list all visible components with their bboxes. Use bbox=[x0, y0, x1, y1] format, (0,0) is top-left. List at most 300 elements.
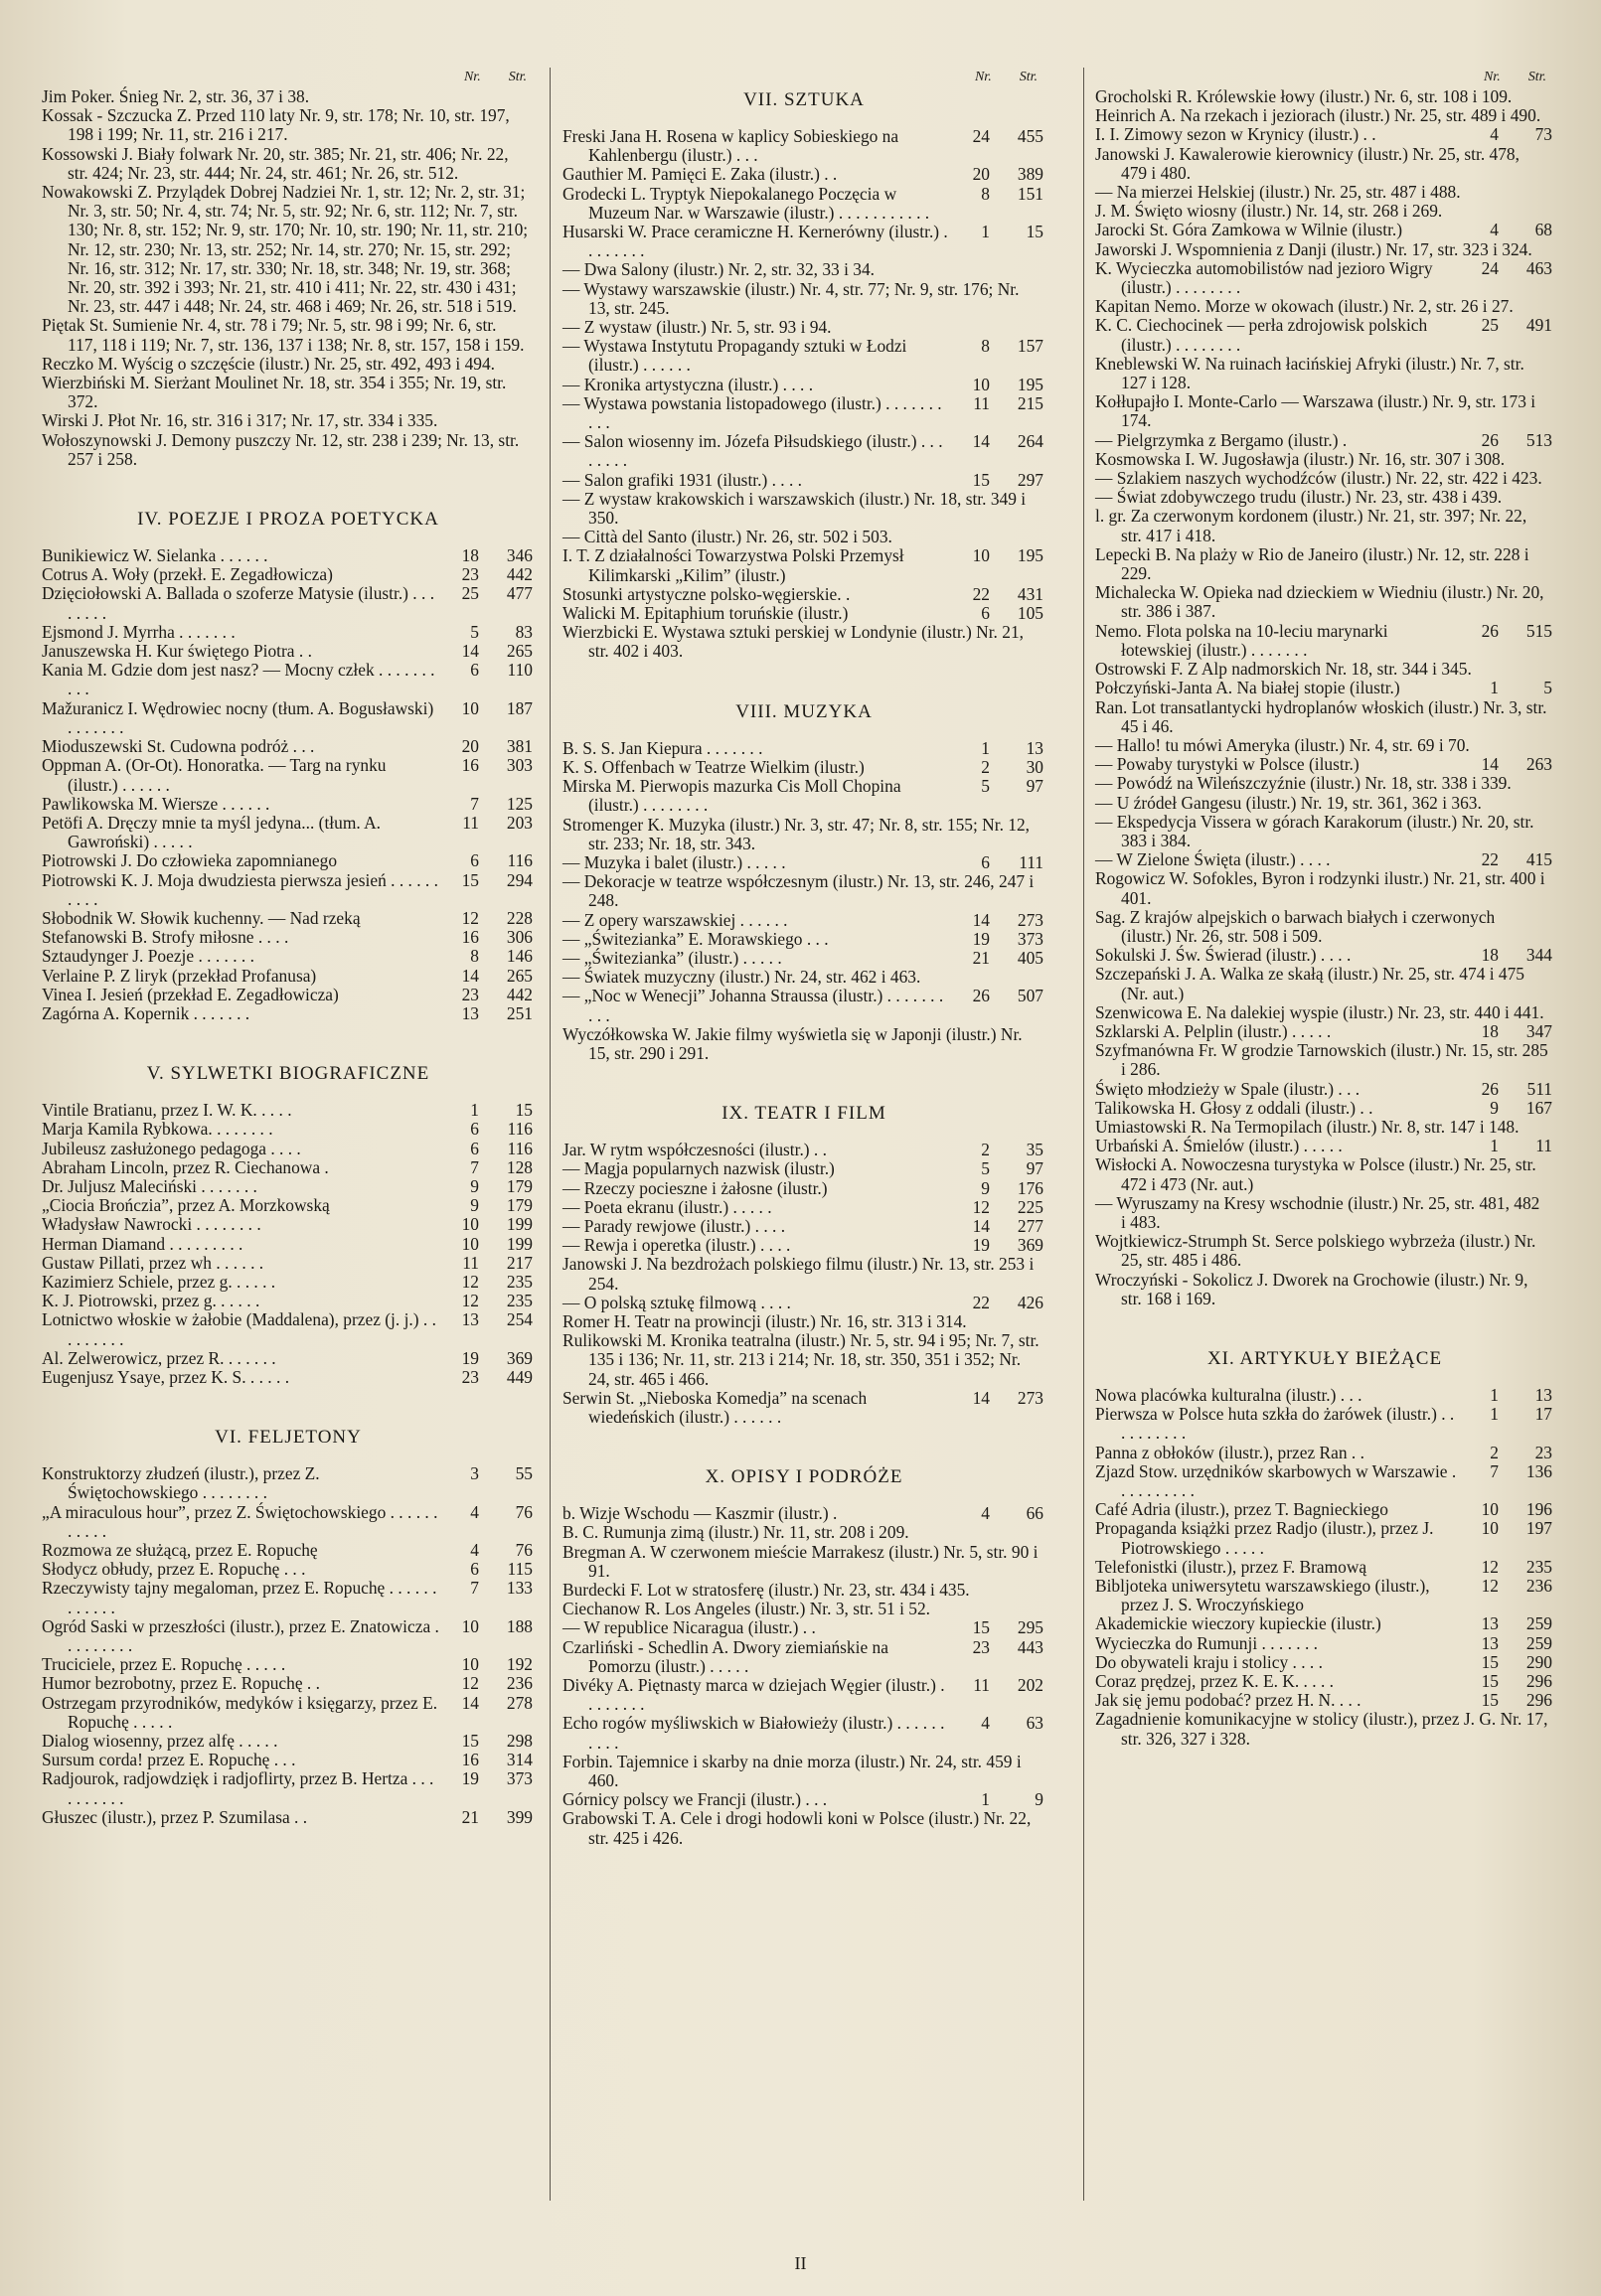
entry-issue-number: 20 bbox=[972, 164, 990, 185]
index-entry bbox=[1095, 774, 1554, 793]
index-entry bbox=[1095, 1099, 1554, 1118]
entry-issue-number: 23 bbox=[972, 1636, 990, 1657]
entry-page-number: 463 bbox=[1525, 257, 1552, 278]
entry-page-number: 306 bbox=[506, 927, 533, 948]
entry-issue-number: 4 bbox=[981, 1503, 990, 1524]
index-entry bbox=[42, 661, 535, 698]
entry-issue-number: 15 bbox=[1481, 1671, 1499, 1692]
entry-text: Umiastowski R. Na Termopilach (ilustr.) Nr. 8, str. 147 i 148. bbox=[1095, 1116, 1520, 1137]
entry-issue-number: 9 bbox=[470, 1195, 479, 1216]
entry-text: Grabowski T. A. Cele i drogi hodowli koni w Polsce (ilustr.) Nr. 22, str. 425 i 426. bbox=[562, 1808, 1032, 1848]
entry-page-number: 381 bbox=[506, 736, 533, 757]
entry-issue-number: 1 bbox=[981, 222, 990, 242]
entry-issue-number: 15 bbox=[972, 469, 990, 490]
entry-text: Akademickie wieczory kupieckie (ilustr.) bbox=[1095, 1613, 1381, 1634]
entry-issue-number: 12 bbox=[461, 1291, 479, 1311]
entry-issue-number: 6 bbox=[470, 660, 479, 681]
entry-page-number: 442 bbox=[506, 564, 533, 585]
entry-text: Bregman A. W czerwonem mieście Marrakesz (ilustr.) Nr. 5, str. 90 i 91. bbox=[562, 1541, 1039, 1581]
entry-text: — Światek muzyczny (ilustr.) Nr. 24, str. 462 i 463. bbox=[562, 967, 921, 988]
index-entry bbox=[42, 316, 535, 354]
entry-issue-number: 13 bbox=[1481, 1632, 1499, 1653]
entry-text: — Rewja i operetka (ilustr.) . . . . bbox=[562, 1235, 791, 1256]
entry-text: Petöfi A. Dręczy mnie ta myśl jedyna... (tłum. A. Gawroński) . . . . . bbox=[42, 812, 381, 852]
entry-page-number: 295 bbox=[1017, 1617, 1043, 1638]
entry-page-number: 303 bbox=[506, 755, 533, 776]
entry-issue-number: 14 bbox=[461, 641, 479, 662]
index-entry bbox=[42, 1617, 535, 1655]
entry-issue-number: 13 bbox=[461, 1309, 479, 1330]
section-title: V. SYLWETKI BIOGRAFICZNE bbox=[146, 1063, 430, 1085]
entry-page-number: 157 bbox=[1017, 336, 1043, 357]
entry-text: — W republice Nicaragua (ilustr.) . . bbox=[562, 1617, 816, 1638]
entry-text: Bunikiewicz W. Sielanka . . . . . . bbox=[42, 545, 268, 566]
entry-text: Dialog wiosenny, przez alfę . . . . . bbox=[42, 1731, 278, 1752]
entry-text: Piętak St. Sumienie Nr. 4, str. 78 i 79; Nr. 5, str. 98 i 99; Nr. 6, str. 117, 118 i 119; Nr. 7, str. 136, 137 i 138; Nr. 8, str. 157, 158 i 159. bbox=[42, 315, 525, 355]
entry-issue-number: 7 bbox=[470, 1156, 479, 1177]
index-entry bbox=[42, 1215, 535, 1234]
index-entry bbox=[1095, 794, 1554, 813]
entry-page-number: 477 bbox=[506, 583, 533, 604]
entry-issue-number: 6 bbox=[470, 1559, 479, 1580]
entry-page-number: 373 bbox=[1017, 928, 1043, 949]
entry-text: Kosmowska I. W. Jugosławja (ilustr.) Nr. 16, str. 307 i 308. bbox=[1095, 448, 1506, 469]
index-entry bbox=[562, 1638, 1045, 1676]
section-title: VII. SZTUKA bbox=[743, 89, 865, 110]
entry-text: Nowa placówka kulturalna (ilustr.) . . . bbox=[1095, 1385, 1362, 1405]
entry-issue-number: 4 bbox=[470, 1540, 479, 1560]
entry-text: Słobodnik W. Słowik kuchenny. — Nad rzeką bbox=[42, 907, 361, 928]
index-entry bbox=[562, 1255, 1045, 1293]
entry-page-number: 297 bbox=[1017, 469, 1043, 490]
index-entry bbox=[42, 1310, 535, 1348]
index-entry bbox=[42, 1158, 535, 1177]
index-entry bbox=[42, 967, 535, 986]
index-entry bbox=[42, 623, 535, 642]
entry-page-number: 431 bbox=[1017, 583, 1043, 604]
index-entry bbox=[562, 490, 1045, 528]
entry-text: Mažuranicz I. Wędrowiec nocny (tłum. A. Bogusławski) . . . . . . . bbox=[42, 697, 434, 737]
entry-text: Wyczółkowska W. Jakie filmy wyświetla się w Japonji (ilustr.) Nr. 15, str. 290 i 291. bbox=[562, 1023, 1023, 1063]
entry-text: Jak się jemu podobać? przez H. N. . . . bbox=[1095, 1690, 1361, 1711]
entry-issue-number: 19 bbox=[972, 1235, 990, 1256]
entry-issue-number: 12 bbox=[461, 1673, 479, 1694]
entry-issue-number: 1 bbox=[1490, 678, 1499, 698]
entry-issue-number: 13 bbox=[461, 1002, 479, 1023]
section-title: VIII. MUZYKA bbox=[735, 700, 873, 722]
entry-issue-number: 19 bbox=[972, 928, 990, 949]
entry-issue-number: 23 bbox=[461, 564, 479, 585]
entry-issue-number: 23 bbox=[461, 1366, 479, 1387]
entry-page-number: 278 bbox=[506, 1692, 533, 1713]
entry-text: — Wystawy warszawskie (ilustr.) Nr. 4, str. 77; Nr. 9, str. 176; Nr. 13, str. 245. bbox=[562, 278, 1020, 318]
index-entry bbox=[42, 1503, 535, 1541]
entry-text: Rozmowa ze służącą, przez E. Ropuchę bbox=[42, 1540, 318, 1560]
nr-heading: Nr. bbox=[463, 70, 481, 84]
entry-text: Święto młodzieży w Spale (ilustr.) . . . bbox=[1095, 1078, 1361, 1099]
entry-text: Zagadnienie komunikacyjne w stolicy (ilustr.), przez J. G. Nr. 17, str. 326, 327 i 328. bbox=[1095, 1709, 1548, 1749]
entry-text: — „Noc w Wenecji” Johanna Straussa (ilustr.) . . . . . . . . . . bbox=[562, 986, 944, 1025]
entry-page-number: 294 bbox=[506, 869, 533, 890]
entry-page-number: 399 bbox=[506, 1806, 533, 1827]
str-heading: Str. bbox=[1019, 70, 1038, 84]
index-entry bbox=[562, 1312, 1045, 1331]
entry-text: J. M. Święto wiosny (ilustr.) Nr. 14, str. 268 i 269. bbox=[1095, 201, 1443, 222]
entry-issue-number: 26 bbox=[1481, 620, 1499, 641]
index-entry bbox=[1095, 869, 1554, 907]
index-entry bbox=[562, 1331, 1045, 1389]
entry-page-number: 97 bbox=[1026, 1158, 1043, 1179]
entry-issue-number: 7 bbox=[470, 1578, 479, 1599]
index-entry bbox=[42, 1769, 535, 1807]
entry-page-number: 235 bbox=[506, 1291, 533, 1311]
index-entry bbox=[42, 1349, 535, 1368]
entry-issue-number: 10 bbox=[461, 1233, 479, 1254]
entry-page-number: 273 bbox=[1017, 909, 1043, 930]
entry-issue-number: 11 bbox=[462, 1252, 479, 1273]
entry-text: — Parady rewjowe (ilustr.) . . . . bbox=[562, 1215, 786, 1236]
index-entry bbox=[42, 1004, 535, 1023]
entry-issue-number: 6 bbox=[470, 850, 479, 871]
entry-text: Rogowicz W. Sofokles, Byron i rodzynki ilustr.) Nr. 21, str. 400 i 401. bbox=[1095, 868, 1545, 908]
index-entry bbox=[562, 623, 1045, 661]
index-entry bbox=[1095, 1155, 1554, 1193]
index-entry bbox=[42, 106, 535, 144]
entry-text: — Dwa Salony (ilustr.) Nr. 2, str. 32, 33 i 34. bbox=[562, 259, 875, 280]
entry-text: — Salon wiosenny im. Józefa Piłsudskiego (ilustr.) . . . . . . . . bbox=[562, 431, 943, 471]
entry-text: K. S. Offenbach w Teatrze Wielkim (ilustr.) bbox=[562, 756, 865, 777]
index-entry bbox=[1095, 1444, 1554, 1462]
nr-heading: Nr. bbox=[974, 70, 992, 84]
entry-page-number: 442 bbox=[506, 984, 533, 1004]
entry-text: K. J. Piotrowski, przez g. . . . . . bbox=[42, 1291, 260, 1311]
entry-page-number: 179 bbox=[506, 1195, 533, 1216]
index-entry bbox=[42, 1120, 535, 1139]
index-entry bbox=[1095, 850, 1554, 869]
entry-text: Oppman A. (Or-Ot). Honoratka. — Targ na rynku (ilustr.) . . . . . . bbox=[42, 755, 387, 795]
entry-text: Szklarski A. Pelplin (ilustr.) . . . . . bbox=[1095, 1020, 1332, 1041]
entry-issue-number: 9 bbox=[470, 1175, 479, 1196]
entry-text: Coraz prędzej, przez K. E. K. . . . . bbox=[1095, 1671, 1334, 1692]
entry-text: — Salon grafiki 1931 (ilustr.) . . . . bbox=[562, 469, 803, 490]
column-header bbox=[562, 70, 1045, 85]
index-entry bbox=[1095, 1386, 1554, 1405]
index-entry bbox=[562, 739, 1045, 758]
index-entry bbox=[1095, 583, 1554, 621]
entry-text: Divéky A. Piętnasty marca w dziejach Węgier (ilustr.) . . . . . . . . bbox=[562, 1675, 945, 1715]
index-entry bbox=[562, 1294, 1045, 1312]
entry-issue-number: 5 bbox=[981, 1158, 990, 1179]
index-entry bbox=[562, 432, 1045, 470]
entry-issue-number: 9 bbox=[981, 1177, 990, 1198]
entry-page-number: 202 bbox=[1017, 1675, 1043, 1696]
entry-page-number: 235 bbox=[506, 1271, 533, 1292]
entry-issue-number: 16 bbox=[461, 1750, 479, 1770]
column-header bbox=[42, 70, 535, 85]
entry-text: Do obywateli kraju i stolicy . . . . bbox=[1095, 1651, 1323, 1672]
entry-issue-number: 14 bbox=[972, 431, 990, 452]
entry-text: — Rzeczy pocieszne i żałosne (ilustr.) bbox=[562, 1177, 828, 1198]
entry-text: Echo rogów myśliwskich w Białowieży (ilustr.) . . . . . . . . . . bbox=[562, 1713, 945, 1753]
entry-page-number: 188 bbox=[506, 1615, 533, 1636]
entry-text: I. I. Zimowy sezon w Krynicy (ilustr.) . . bbox=[1095, 124, 1376, 145]
index-entry bbox=[562, 1600, 1045, 1618]
entry-issue-number: 12 bbox=[461, 1271, 479, 1292]
entry-page-number: 290 bbox=[1525, 1651, 1552, 1672]
entry-text: Szczepański J. A. Walka ze skałą (ilustr.) Nr. 25, str. 474 i 475 (Nr. aut.) bbox=[1095, 964, 1525, 1003]
str-heading: Str. bbox=[508, 70, 527, 84]
index-entry bbox=[1095, 1519, 1554, 1557]
index-entry bbox=[42, 1674, 535, 1693]
index-entry bbox=[1095, 125, 1554, 144]
index-entry bbox=[42, 1464, 535, 1502]
entry-text: — Ekspedycja Vissera w górach Karakorum (ilustr.) Nr. 20, str. 383 i 384. bbox=[1095, 811, 1534, 850]
entry-issue-number: 1 bbox=[470, 1100, 479, 1121]
entry-page-number: 55 bbox=[515, 1463, 533, 1484]
entry-issue-number: 10 bbox=[1481, 1518, 1499, 1539]
entry-text: Forbin. Tajemnice i skarby na dnie morza (ilustr.) Nr. 24, str. 459 i 460. bbox=[562, 1751, 1022, 1791]
entry-text: Urbański A. Śmielów (ilustr.) . . . . . bbox=[1095, 1136, 1343, 1156]
entry-page-number: 15 bbox=[1026, 222, 1043, 242]
entry-text: Janowski J. Na bezdrożach polskiego filmu (ilustr.) Nr. 13, str. 253 i 254. bbox=[562, 1254, 1035, 1294]
index-entry bbox=[1095, 1653, 1554, 1672]
entry-page-number: 105 bbox=[1017, 603, 1043, 624]
index-entry bbox=[1095, 1022, 1554, 1041]
entry-text: Jaworski J. Wspomnienia z Danji (ilustr.) Nr. 17, str. 323 i 324. bbox=[1095, 238, 1532, 259]
index-entry bbox=[42, 1560, 535, 1579]
entry-page-number: 97 bbox=[1026, 776, 1043, 797]
entry-text: Kazimierz Schiele, przez g. . . . . . bbox=[42, 1271, 276, 1292]
entry-text: Czarliński - Schedlin A. Dwory ziemiańskie na Pomorzu (ilustr.) . . . . . bbox=[562, 1636, 888, 1676]
index-entry bbox=[562, 546, 1045, 584]
entry-page-number: 13 bbox=[1026, 737, 1043, 758]
index-entry bbox=[562, 260, 1045, 279]
entry-issue-number: 14 bbox=[972, 1387, 990, 1408]
index-entry bbox=[42, 699, 535, 737]
index-entry bbox=[42, 584, 535, 622]
index-entry bbox=[42, 1751, 535, 1769]
index-entry bbox=[562, 528, 1045, 546]
entry-text: — Szlakiem naszych wychodźców (ilustr.) Nr. 22, str. 422 i 423. bbox=[1095, 468, 1542, 489]
entry-text: Lepecki B. Na plaży w Rio de Janeiro (ilustr.) Nr. 12, str. 228 i 229. bbox=[1095, 543, 1529, 584]
entry-text: Al. Zelwerowicz, przez R. . . . . . . bbox=[42, 1347, 276, 1368]
entry-text: Zjazd Stow. urzędników skarbowych w Warszawie . . . . . . . . . . bbox=[1095, 1460, 1457, 1501]
entry-text: Piotrowski K. J. Moja dwudziesta pierwsza jesień . . . . . . . . . . bbox=[42, 869, 438, 909]
entry-page-number: 128 bbox=[506, 1156, 533, 1177]
index-entry bbox=[562, 1523, 1045, 1542]
index-entry bbox=[562, 816, 1045, 853]
entry-text: Jim Poker. Śnieg Nr. 2, str. 36, 37 i 38. bbox=[42, 86, 310, 106]
entry-text: Kossowski J. Biały folwark Nr. 20, str. 385; Nr. 21, str. 406; Nr. 22, str. 424; Nr. 23, str. 444; Nr. 24, str. 461; Nr. 26, str. 512. bbox=[42, 143, 509, 183]
entry-page-number: 215 bbox=[1017, 392, 1043, 413]
entry-text: — Poeta ekranu (ilustr.) . . . . . bbox=[562, 1196, 772, 1217]
entry-page-number: 197 bbox=[1525, 1518, 1552, 1539]
index-entry bbox=[42, 1579, 535, 1616]
index-entry bbox=[562, 872, 1045, 910]
index-entry bbox=[562, 1159, 1045, 1178]
entry-page-number: 426 bbox=[1017, 1292, 1043, 1312]
entry-issue-number: 8 bbox=[470, 946, 479, 967]
index-entry bbox=[562, 1504, 1045, 1523]
index-entry bbox=[1095, 1137, 1554, 1155]
entry-page-number: 347 bbox=[1525, 1020, 1552, 1041]
entry-page-number: 415 bbox=[1525, 849, 1552, 870]
entry-page-number: 133 bbox=[506, 1578, 533, 1599]
entry-page-number: 199 bbox=[506, 1233, 533, 1254]
section-title: XI. ARTYKUŁY BIEŻĄCE bbox=[1206, 1348, 1443, 1369]
entry-text: Vinea I. Jesień (przekład E. Zegadłowicza) bbox=[42, 984, 339, 1004]
entry-page-number: 263 bbox=[1525, 754, 1552, 775]
entry-page-number: 83 bbox=[515, 621, 533, 642]
entry-page-number: 136 bbox=[1525, 1460, 1552, 1481]
entry-issue-number: 26 bbox=[1481, 429, 1499, 450]
index-entry bbox=[42, 411, 535, 430]
entry-text: Ostrowski F. Z Alp nadmorskich Nr. 18, str. 344 i 345. bbox=[1095, 659, 1472, 680]
index-entry bbox=[562, 165, 1045, 184]
index-entry bbox=[42, 87, 535, 106]
entry-issue-number: 6 bbox=[981, 603, 990, 624]
entry-issue-number: 10 bbox=[461, 1615, 479, 1636]
entry-page-number: 116 bbox=[507, 1138, 533, 1158]
entry-page-number: 217 bbox=[506, 1252, 533, 1273]
entry-text: Gustaw Pillati, przez wh . . . . . . bbox=[42, 1252, 264, 1273]
index-entry bbox=[562, 968, 1045, 987]
section-title: VI. FELJETONY bbox=[215, 1427, 362, 1449]
index-entry bbox=[42, 431, 535, 469]
entry-issue-number: 13 bbox=[1481, 1613, 1499, 1634]
entry-text: Dr. Juljusz Maleciński . . . . . . . bbox=[42, 1175, 257, 1196]
entry-page-number: 167 bbox=[1525, 1097, 1552, 1118]
entry-issue-number: 5 bbox=[470, 621, 479, 642]
entry-text: „Ciocia Brończia”, przez A. Morzkowską bbox=[42, 1195, 330, 1216]
entry-page-number: 507 bbox=[1017, 986, 1043, 1006]
entry-text: Talikowska H. Głosy z oddali (ilustr.) . . bbox=[1095, 1097, 1373, 1118]
entry-page-number: 17 bbox=[1534, 1404, 1552, 1425]
entry-issue-number: 23 bbox=[461, 984, 479, 1004]
entry-text: — Na mierzei Helskiej (ilustr.) Nr. 25, str. 487 i 488. bbox=[1095, 182, 1461, 203]
entry-page-number: 344 bbox=[1525, 945, 1552, 966]
entry-text: Sokulski J. Św. Świerad (ilustr.) . . . . bbox=[1095, 945, 1352, 966]
index-entry bbox=[562, 1025, 1045, 1063]
index-entry bbox=[562, 930, 1045, 949]
index-entry bbox=[1095, 1634, 1554, 1653]
index-column-1 bbox=[42, 70, 535, 2226]
entry-text: Rzeczywisty tajny megaloman, przez E. Ropuchę . . . . . . . . . . . . bbox=[42, 1578, 437, 1617]
column-header bbox=[1095, 70, 1554, 85]
entry-text: Propaganda książki przez Radjo (ilustr.), przez J. Piotrowskiego . . . . . bbox=[1095, 1518, 1434, 1558]
entry-text: Ciechanow R. Los Angeles (ilustr.) Nr. 3, str. 51 i 52. bbox=[562, 1599, 931, 1619]
entry-page-number: 111 bbox=[1019, 851, 1043, 872]
index-entry bbox=[562, 777, 1045, 815]
index-entry bbox=[42, 1368, 535, 1387]
index-entry bbox=[562, 1618, 1045, 1637]
entry-issue-number: 6 bbox=[470, 1138, 479, 1158]
index-entry bbox=[42, 546, 535, 565]
index-entry bbox=[42, 851, 535, 870]
entry-issue-number: 8 bbox=[981, 183, 990, 204]
entry-page-number: 76 bbox=[515, 1501, 533, 1522]
entry-page-number: 389 bbox=[1017, 164, 1043, 185]
entry-issue-number: 12 bbox=[972, 1196, 990, 1217]
entry-page-number: 125 bbox=[506, 793, 533, 814]
entry-issue-number: 15 bbox=[1481, 1690, 1499, 1711]
entry-text: Herman Diamand . . . . . . . . . bbox=[42, 1233, 243, 1254]
entry-issue-number: 11 bbox=[462, 812, 479, 833]
index-entry bbox=[1095, 1080, 1554, 1099]
entry-issue-number: 16 bbox=[461, 755, 479, 776]
index-entry bbox=[42, 1273, 535, 1292]
entry-text: — Z wystaw (ilustr.) Nr. 5, str. 93 i 94. bbox=[562, 317, 832, 338]
index-entry bbox=[42, 986, 535, 1004]
entry-page-number: 254 bbox=[506, 1309, 533, 1330]
entry-text: — Magja popularnych nazwisk (ilustr.) bbox=[562, 1158, 835, 1179]
entry-text: l. gr. Za czerwonym kordonem (ilustr.) Nr. 21, str. 397; Nr. 22, str. 417 i 418. bbox=[1095, 506, 1527, 545]
entry-page-number: 449 bbox=[506, 1366, 533, 1387]
entry-issue-number: 8 bbox=[981, 336, 990, 357]
entry-page-number: 225 bbox=[1017, 1196, 1043, 1217]
entry-page-number: 236 bbox=[1525, 1576, 1552, 1597]
entry-text: — Wyruszamy na Kresy wschodnie (ilustr.) Nr. 25, str. 481, 482 i 483. bbox=[1095, 1192, 1540, 1232]
entry-page-number: 68 bbox=[1534, 220, 1552, 240]
entry-text: Wierzbiński M. Sierżant Moulinet Nr. 18, str. 354 i 355; Nr. 19, str. 372. bbox=[42, 373, 507, 412]
index-entry bbox=[562, 1753, 1045, 1790]
entry-text: Głuszec (ilustr.), przez P. Szumilasa . . bbox=[42, 1806, 308, 1827]
entry-page-number: 146 bbox=[506, 946, 533, 967]
entry-page-number: 236 bbox=[506, 1673, 533, 1694]
index-entry bbox=[1095, 183, 1554, 202]
index-entry bbox=[42, 1196, 535, 1215]
entry-issue-number: 24 bbox=[1481, 257, 1499, 278]
index-entry bbox=[1095, 87, 1554, 106]
entry-text: Radjourok, radjowdzięk i radjoflirty, przez B. Hertza . . . . . . . . . . bbox=[42, 1768, 434, 1808]
entry-issue-number: 26 bbox=[1481, 1078, 1499, 1099]
index-entry bbox=[1095, 736, 1554, 755]
entry-page-number: 373 bbox=[506, 1768, 533, 1789]
entry-issue-number: 22 bbox=[1481, 849, 1499, 870]
entry-text: Burdecki F. Lot w stratosferę (ilustr.) Nr. 23, str. 434 i 435. bbox=[562, 1580, 970, 1600]
index-entry bbox=[1095, 908, 1554, 946]
entry-page-number: 179 bbox=[506, 1175, 533, 1196]
entry-issue-number: 24 bbox=[972, 126, 990, 146]
index-entry bbox=[42, 1655, 535, 1674]
entry-page-number: 195 bbox=[1017, 374, 1043, 394]
entry-text: Pawlikowska M. Wiersze . . . . . . bbox=[42, 793, 270, 814]
index-entry bbox=[1095, 1041, 1554, 1079]
index-entry bbox=[562, 1676, 1045, 1714]
index-entry bbox=[562, 1714, 1045, 1752]
entry-issue-number: 1 bbox=[1490, 1404, 1499, 1425]
entry-page-number: 195 bbox=[1017, 545, 1043, 566]
index-entry bbox=[42, 1694, 535, 1732]
entry-issue-number: 2 bbox=[981, 1140, 990, 1160]
entry-text: Ejsmond J. Myrrha . . . . . . . bbox=[42, 621, 236, 642]
index-entry bbox=[1095, 1577, 1554, 1614]
entry-text: Konstruktorzy złudzeń (ilustr.), przez Z. Świętochowskiego . . . . . . . . bbox=[42, 1463, 320, 1503]
entry-text: Heinrich A. Na rzekach i jeziorach (ilustr.) Nr. 25, str. 489 i 490. bbox=[1095, 105, 1541, 126]
entry-text: — Wystawa powstania listopadowego (ilustr.) . . . . . . . . . . bbox=[562, 392, 942, 433]
entry-text: Wycieczka do Rumunji . . . . . . . bbox=[1095, 1632, 1319, 1653]
entry-page-number: 116 bbox=[507, 1119, 533, 1140]
entry-issue-number: 11 bbox=[973, 392, 990, 413]
entry-text: Górnicy polscy we Francji (ilustr.) . . . bbox=[562, 1789, 828, 1810]
index-entry bbox=[562, 394, 1045, 432]
entry-text: Kapitan Nemo. Morze w okowach (ilustr.) Nr. 2, str. 26 i 27. bbox=[1095, 296, 1514, 317]
entry-text: Café Adria (ilustr.), przez T. Bagnieckiego bbox=[1095, 1499, 1388, 1520]
index-entry bbox=[562, 471, 1045, 490]
entry-text: Kneblewski W. Na ruinach łacińskiej Afryki (ilustr.) Nr. 7, str. 127 i 128. bbox=[1095, 353, 1524, 393]
entry-text: — „Świtezianka” (ilustr.) . . . . . bbox=[562, 947, 782, 968]
entry-text: Januszewska H. Kur świętego Piotra . . bbox=[42, 641, 312, 662]
